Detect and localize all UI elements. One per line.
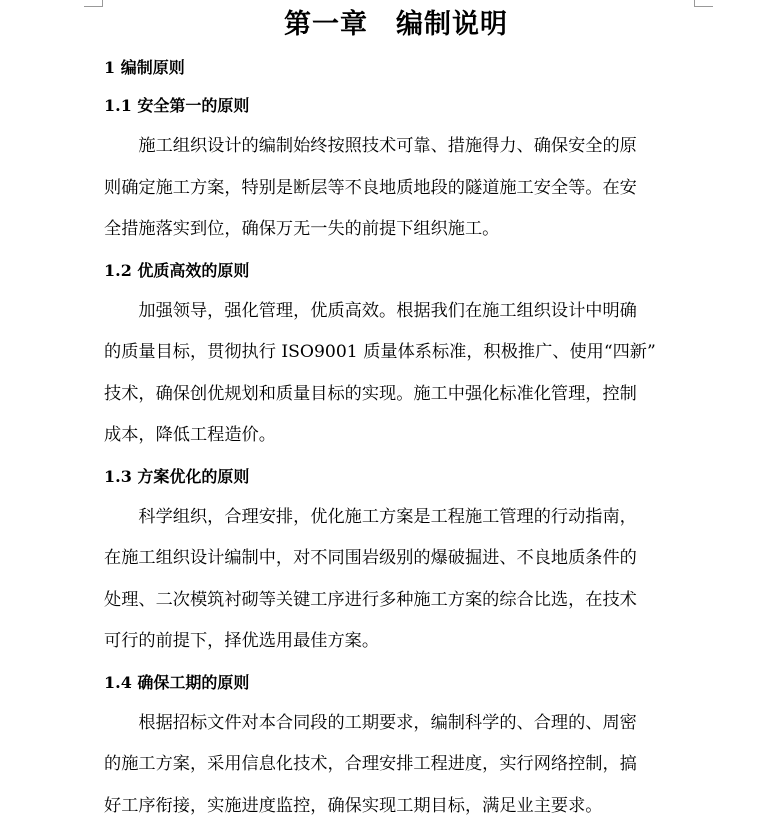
- paragraph-line: 在施工组织设计编制中，对不同围岩级别的爆破掘进、不良地质条件的: [104, 548, 637, 568]
- section-heading: 1.3 方案优化的原则: [104, 466, 250, 486]
- chapter-title: [104, 0, 688, 50]
- section-paragraph: [104, 126, 688, 251]
- section-paragraph: [104, 497, 688, 663]
- paragraph-line: 成本，降低工程造价。: [104, 425, 276, 445]
- chapter-number: 第一章: [284, 9, 368, 40]
- paragraph-line: 好工序衔接，实施进度监控，确保实现工期目标，满足业主要求。: [104, 795, 603, 816]
- chapter-name: 编制说明: [396, 9, 508, 40]
- paragraph-line: 技术，确保创优规划和质量目标的实现。施工中强化标准化管理，控制: [104, 383, 637, 404]
- section-heading: 1.1 安全第一的原则: [104, 96, 250, 115]
- paragraph-line: 的质量目标，贯彻执行 ISO9001 质量体系标准，积极推广、使用“四新”: [104, 342, 656, 362]
- paragraph-line: 处理、二次模筑衬砌等关键工序进行多种施工方案的综合比选，在技术: [104, 589, 637, 610]
- section-1-4: [104, 663, 688, 828]
- section-1-1: [104, 86, 688, 251]
- page-corner-mark-left: [84, 0, 103, 7]
- page-corner-mark-right: [694, 0, 713, 7]
- paragraph-line: 全措施落实到位，确保万无一失的前提下组织施工。: [104, 219, 500, 239]
- section-heading-level1: 1 编制原则: [104, 58, 185, 77]
- section-heading: 1.4 确保工期的原则: [104, 672, 250, 692]
- section-paragraph: [104, 703, 688, 828]
- paragraph-line: 科学组织，合理安排，优化施工方案是工程施工管理的行动指南，: [138, 506, 637, 527]
- paragraph-line: 的施工方案，采用信息化技术，合理安排工程进度，实行网络控制，搞: [104, 754, 637, 774]
- paragraph-line: 可行的前提下，择优选用最佳方案。: [104, 631, 380, 651]
- paragraph-line: 加强领导，强化管理，优质高效。根据我们在施工组织设计中明确: [138, 300, 637, 321]
- paragraph-line: 则确定施工方案，特别是断层等不良地质地段的隧道施工安全等。在安: [104, 177, 637, 198]
- paragraph-line: 施工组织设计的编制始终按照技术可靠、措施得力、确保安全的原: [138, 136, 637, 156]
- section-1-3: [104, 457, 688, 663]
- section-1-2: [104, 251, 688, 457]
- document-page: [104, 0, 688, 827]
- paragraph-line: 根据招标文件对本合同段的工期要求，编制科学的、合理的、周密: [138, 712, 637, 733]
- section-heading: 1.2 优质高效的原则: [104, 260, 250, 280]
- section-paragraph: [104, 291, 688, 457]
